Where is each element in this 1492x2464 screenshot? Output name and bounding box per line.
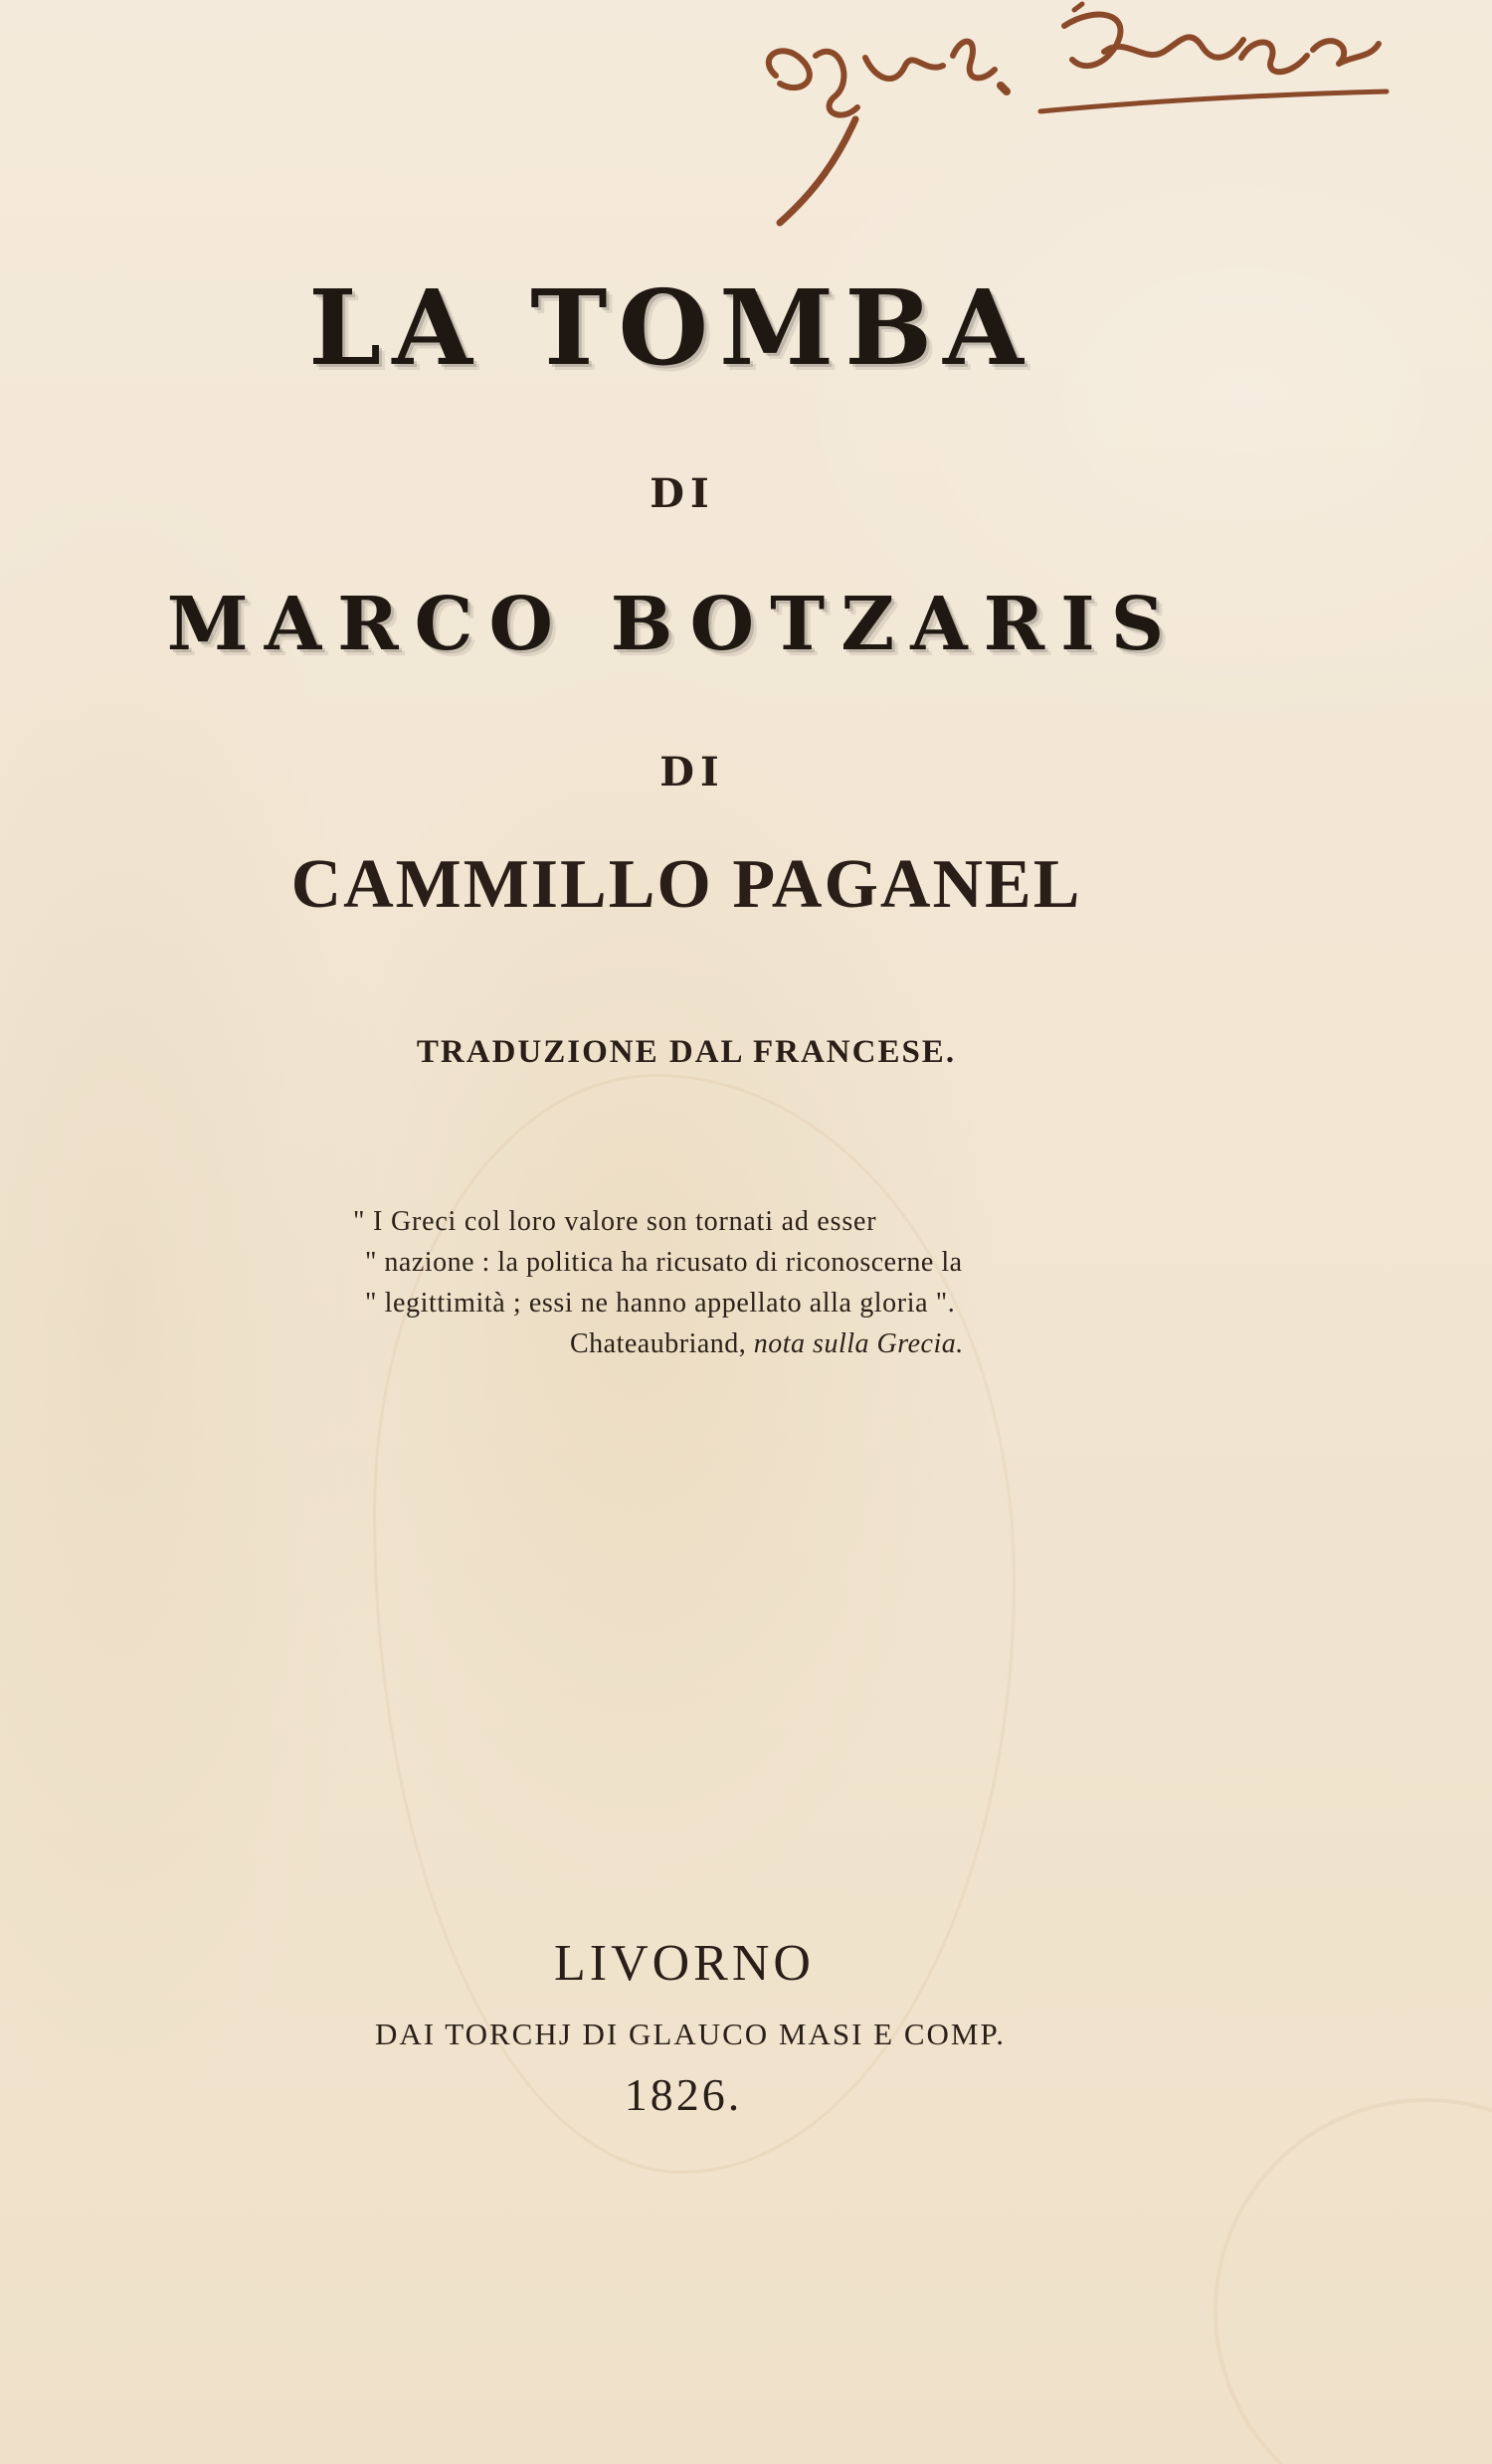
epigraph-line: " I Greci col loro valore son tornati ad esser [353,1206,877,1237]
translation-note: TRADUZIONE DAL FRANCESE. [416,1034,957,1070]
imprint-printer: DAI TORCHJ DI GLAUCO MASI E COMP. [374,2017,1007,2051]
book-title: LA TOMBA [308,266,1034,389]
epigraph-source [353,1323,1169,1364]
hero-name: MARCO BOTZARIS [166,582,1181,667]
epigraph-line: " legittimità ; essi ne hanno appellato alla gloria ". [365,1288,956,1319]
epigraph [353,1201,1169,1364]
preposition-di: DI [650,470,715,517]
imprint-year: 1826. [624,2069,743,2120]
author-name: CAMMILLO PAGANEL [290,846,1082,923]
epigraph-source-work: nota sulla Grecia. [753,1328,964,1359]
corner-stain [1213,2098,1492,2464]
handwritten-signature [736,0,1412,239]
epigraph-line: " nazione : la politica ha ricusato di riconoscerne la [365,1247,963,1278]
epigraph-source-author: Chateaubriand, [570,1328,747,1359]
imprint-city: LIVORNO [554,1935,815,1992]
preposition-di-author: DI [659,749,725,795]
